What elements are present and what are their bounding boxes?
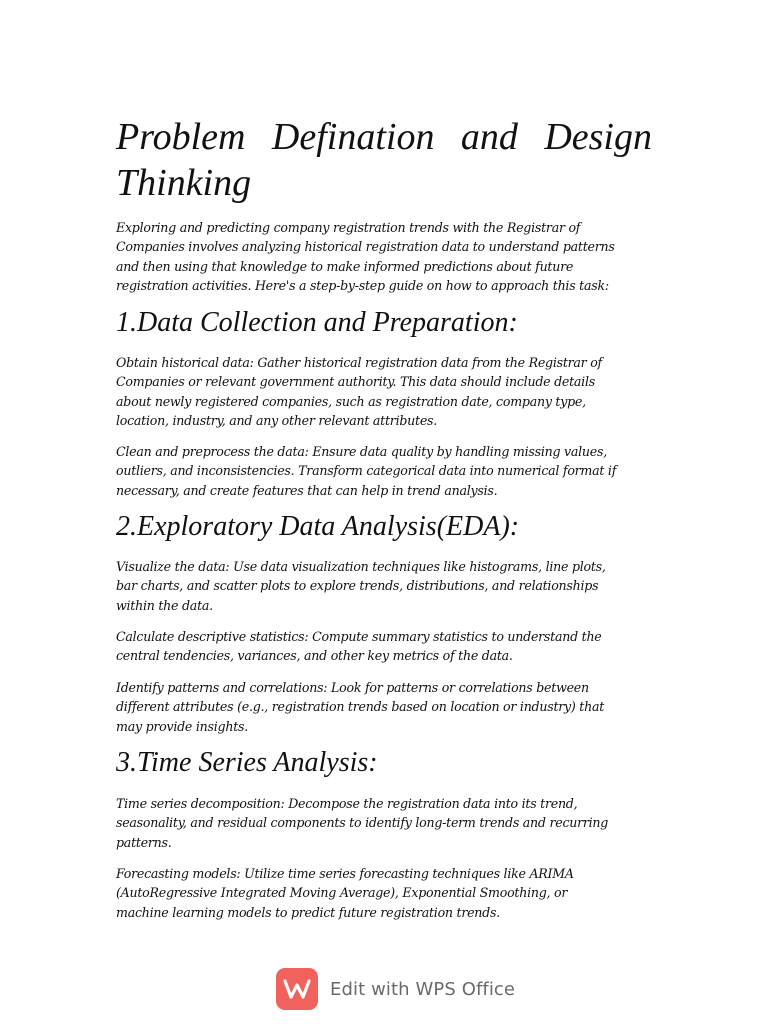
- section-heading-time-series: 3.Time Series Analysis:: [116, 747, 378, 778]
- document-title: [116, 114, 652, 206]
- text-line: Calculate descriptive statistics: Compute summary statistics to understand the: [116, 629, 602, 644]
- text-line: necessary, and create features that can help in trend analysis.: [116, 482, 498, 498]
- section-heading-eda: 2.Exploratory Data Analysis(EDA):: [116, 511, 520, 542]
- paragraph-clean-data: [116, 442, 652, 500]
- paragraph-visualize-data: [116, 557, 652, 615]
- text-line: bar charts, and scatter plots to explore trends, distributions, and relationships: [116, 578, 599, 594]
- text-line: patterns.: [116, 834, 172, 850]
- text-line: Visualize the data: Use data visualization techniques like histograms, line plots,: [116, 559, 606, 574]
- wps-label: Edit with WPS Office: [330, 978, 516, 1000]
- edit-with-wps-button[interactable]: [276, 968, 515, 1010]
- title-line-1: [116, 114, 652, 160]
- text-line: Clean and preprocess the data: Ensure data quality by handling missing values,: [116, 444, 607, 459]
- paragraph-decomposition: [116, 794, 652, 852]
- text-line: about newly registered companies, such as registration date, company type,: [116, 393, 586, 409]
- section-heading-data-collection: 1.Data Collection and Preparation:: [116, 307, 518, 338]
- title-word: Defination: [271, 116, 435, 158]
- text-line: and then using that knowledge to make informed predictions about future: [116, 258, 574, 274]
- paragraph-forecasting: [116, 864, 652, 922]
- document-page: [116, 0, 652, 1024]
- title-word: and: [460, 116, 518, 158]
- text-line: central tendencies, variances, and other key metrics of the data.: [116, 648, 513, 664]
- title-line-2: Thinking: [116, 162, 252, 204]
- text-line: Forecasting models: Utilize time series forecasting techniques like ARIMA: [116, 866, 574, 881]
- text-line: within the data.: [116, 597, 213, 613]
- title-word: Design: [544, 116, 652, 158]
- paragraph-descriptive-stats: [116, 627, 652, 666]
- text-line: Obtain historical data: Gather historical registration data from the Registrar of: [116, 355, 602, 370]
- text-line: Companies involves analyzing historical registration data to understand patterns: [116, 239, 615, 255]
- text-line: Exploring and predicting company registration trends with the Registrar of: [116, 220, 581, 235]
- text-line: seasonality, and residual components to identify long-term trends and recurring: [116, 815, 609, 831]
- text-line: registration activities. Here's a step-by-step guide on how to approach this task:: [116, 277, 609, 293]
- text-line: Time series decomposition: Decompose the registration data into its trend,: [116, 796, 578, 811]
- title-word: Problem: [116, 116, 246, 158]
- text-line: machine learning models to predict future registration trends.: [116, 904, 500, 920]
- paragraph-patterns: [116, 678, 652, 736]
- text-line: may provide insights.: [116, 718, 248, 734]
- intro-paragraph: [116, 218, 652, 295]
- paragraph-obtain-data: [116, 353, 652, 430]
- text-line: location, industry, and any other relevant attributes.: [116, 412, 437, 428]
- text-line: different attributes (e.g., registration trends based on location or industry) that: [116, 699, 605, 715]
- text-line: outliers, and inconsistencies. Transform categorical data into numerical format if: [116, 463, 617, 479]
- text-line: (AutoRegressive Integrated Moving Average), Exponential Smoothing, or: [116, 885, 568, 901]
- text-line: Companies or relevant government authority. This data should include details: [116, 374, 595, 390]
- wps-logo-icon: [276, 968, 318, 1010]
- text-line: Identify patterns and correlations: Look for patterns or correlations between: [116, 680, 589, 695]
